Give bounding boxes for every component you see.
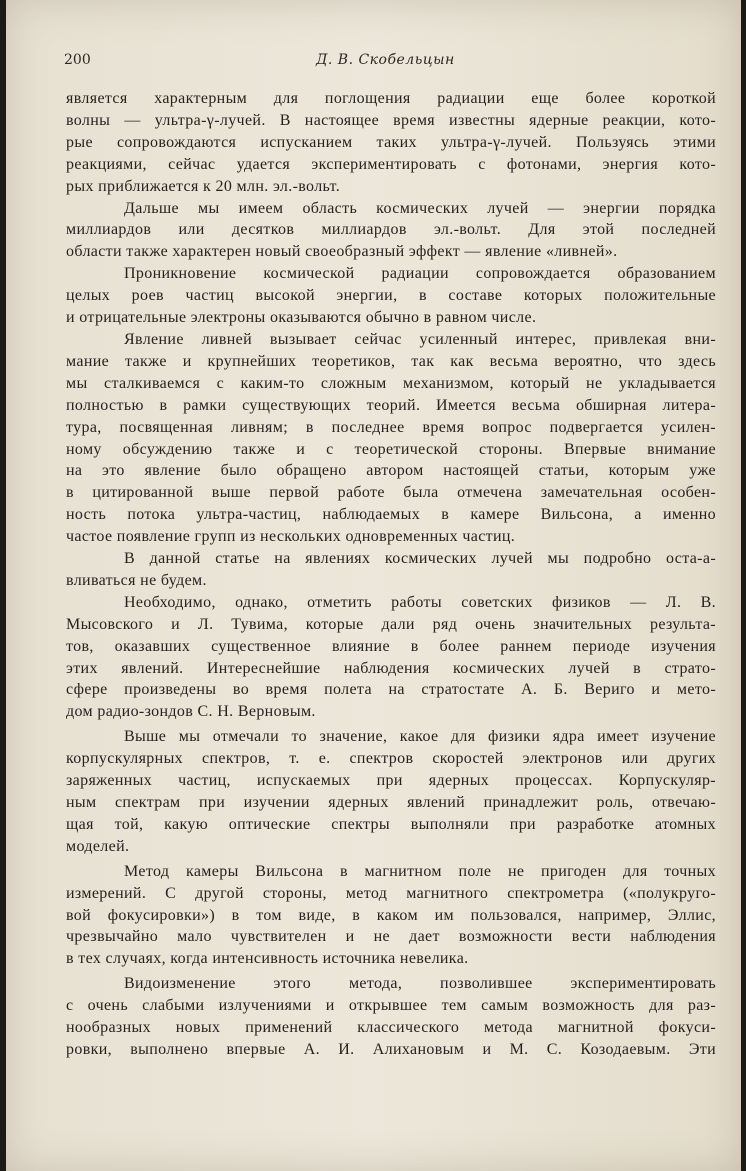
- text-line: тура, посвященная ливням; в последнее время вопрос подвергается усилен-: [66, 418, 716, 436]
- text-line: мание также и крупнейших теоретиков, так как весьма вероятно, что здесь: [66, 352, 716, 370]
- text-line: Проникновение космической радиации сопровождается образованием: [124, 265, 716, 283]
- text-line: на это явление было обращено автором настоящей статьи, которым уже: [66, 462, 716, 480]
- text-line: В данной статье на явлениях космических лучей мы подробно оста-а-: [124, 550, 716, 568]
- text-line: Мысовского и Л. Тувима, которые дали ряд очень значительных результа-: [66, 615, 716, 633]
- paragraph: [66, 973, 716, 1061]
- text-line: Метод камеры Вильсона в магнитном поле не пригоден для точных: [124, 862, 716, 880]
- paragraph: [66, 548, 716, 592]
- text-line: ному обсуждению также и с теоретической стороны. Впервые внимание: [66, 440, 716, 458]
- text-line: ровки, выполнено впервые А. И. Алихановым и М. С. Козодаевым. Эти: [66, 1040, 716, 1058]
- text-line: является характерным для поглощения радиации еще более короткой: [66, 90, 716, 107]
- text-line: дом радио-зондов С. Н. Верновым.: [66, 703, 316, 721]
- text-line: тов, оказавших существенное влияние в более раннем периоде изучения: [66, 637, 716, 655]
- text-line: ным спектрам при изучении ядерных явлений принадлежит роль, отвечаю-: [66, 794, 716, 811]
- text-line: Явление ливней вызывает сейчас усиленный интерес, привлекая вни-: [124, 330, 716, 348]
- text-line: с очень слабыми излучениями и открывшее тем самым возможность для раз-: [66, 997, 716, 1015]
- page-number: 200: [64, 52, 91, 68]
- text-line: волны — ультра-γ-лучей. В настоящее время известны ядерные реакции, кото-: [66, 111, 716, 129]
- text-line: этих явлений. Интереснейшие наблюдения космических лучей в страто-: [66, 659, 716, 677]
- paragraph: [66, 861, 716, 971]
- text-line: и отрицательные электроны оказываются обычно в равном числе.: [66, 309, 537, 327]
- paragraph-gap: [66, 1061, 716, 1064]
- text-line: Выше мы отмечали то значение, какое для физики ядра имеет изучение: [124, 728, 716, 746]
- text-line: моделей.: [66, 837, 130, 855]
- text-line: в цитированной выше первой работе была отмечена замечательная особен-: [66, 484, 716, 502]
- text-line: вой фокусировки») в том виде, в каком им пользовался, например, Эллис,: [66, 906, 716, 924]
- paragraph: [66, 263, 716, 329]
- text-line: нообразных новых применений классического метода магнитной фокуси-: [66, 1019, 716, 1037]
- text-line: сфере произведены во время полета на стратостате А. Б. Вериго и мето-: [66, 681, 716, 699]
- paragraph: [66, 329, 716, 548]
- text-line: области также характерен новый своеобразный эффект — явление «ливней».: [66, 243, 618, 261]
- text-line: полностью в рамки существующих теорий. Имеется весьма обширная литера-: [66, 396, 716, 414]
- text-line: чрезвычайно мало чувствителен и не дает возможности вести наблюдения: [66, 928, 716, 946]
- text-line: Видоизменение этого метода, позволившее экспериментировать: [124, 975, 716, 993]
- text-line: ность потока ультра-частиц, наблюдаемых в камере Вильсона, а именно: [66, 506, 716, 524]
- page-header: [6, 50, 741, 72]
- text-line: корпускулярных спектров, т. е. спектров скоростей электронов или других: [66, 750, 716, 768]
- text-line: мы сталкиваемся с каким-то сложным механизмом, который не укладывается: [66, 374, 716, 392]
- text-line: в тех случаях, когда интенсивность источника невелика.: [66, 950, 469, 968]
- text-line: Дальше мы имеем область космических лучей — энергии порядка: [124, 199, 716, 217]
- paragraph: [66, 88, 716, 198]
- body-text: [66, 88, 716, 1064]
- text-line: измерений. С другой стороны, метод магнитного спектрометра («полукруго-: [66, 884, 716, 902]
- text-line: вливаться не будем.: [66, 571, 207, 589]
- paragraph: [66, 592, 716, 723]
- text-line: рых приближается к 20 млн. эл.-вольт.: [66, 177, 341, 195]
- paragraph: [66, 198, 716, 264]
- book-page: [6, 0, 741, 1171]
- text-line: рые сопровождаются испусканием таких ультра-γ-лучей. Пользуясь этими: [66, 133, 716, 151]
- text-line: реакциями, сейчас удается экспериментировать с фотонами, энергия кото-: [66, 155, 716, 173]
- running-head: Д. В. Скобельцын: [316, 52, 455, 68]
- text-line: щая той, какую оптические спектры выполняли при разработке атомных: [66, 815, 716, 833]
- text-line: миллиардов или десятков миллиардов эл.-вольт. Для этой последней: [66, 221, 716, 239]
- text-line: Необходимо, однако, отметить работы советских физиков — Л. В.: [124, 593, 716, 611]
- paragraph: [66, 726, 716, 857]
- text-line: заряженных частиц, испускаемых при ядерных процессах. Корпускуляр-: [66, 772, 716, 790]
- text-line: частое появление групп из нескольких одновременных частиц.: [66, 528, 516, 546]
- text-line: целых роев частиц высокой энергии, в составе которых положительные: [66, 287, 716, 305]
